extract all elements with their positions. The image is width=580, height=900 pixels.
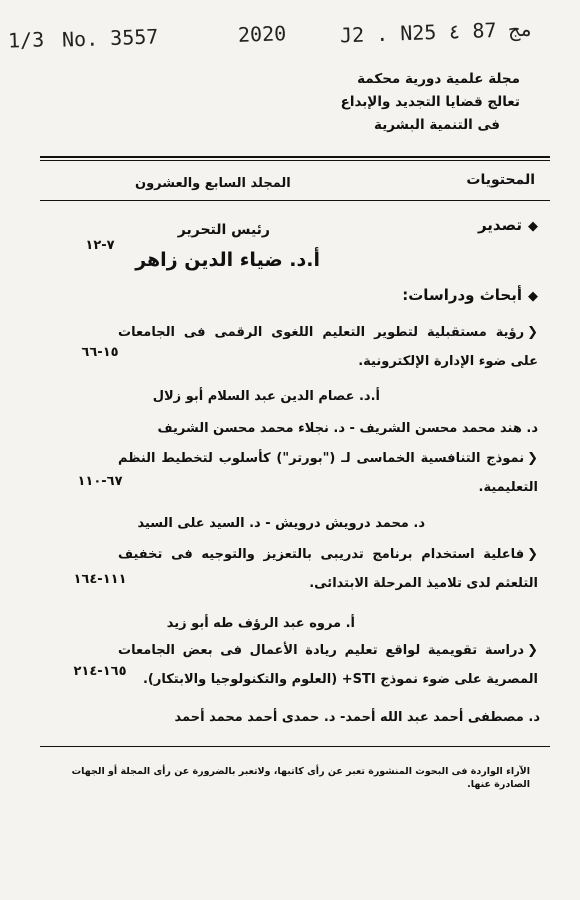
article-1-title-block [118,318,538,376]
bottom-rule [40,746,550,747]
arrow-bullet-icon: ❮ [527,451,538,466]
article-1-author-1: أ.د. عصام الدين عبد السلام أبو زلال [152,389,380,404]
research-section [402,286,538,304]
article-3-author-1: أ. مروه عبد الرؤف طه أبو زيد [166,616,355,631]
article-1-title: رؤية مستقبلية لتطوير التعليم اللغوى الرقمى فى الجامعات على ضوء الإدارة الإلكترونية. [118,325,538,369]
editor-label: رئيس التحرير [177,222,270,238]
journal-line-2: تعالج قضايا التجديد والإبداع [340,94,520,110]
journal-line-1: مجلة علمية دورية محكمة [357,71,520,87]
journal-description [200,68,520,137]
diamond-bullet-icon: ◆ [528,219,538,234]
arrow-bullet-icon: ❮ [527,547,538,562]
editor-name: أ.د. ضياء الدين زاهر [135,249,320,271]
top-rule-thin [40,160,550,161]
preface-pages: ٧-١٢ [85,238,115,253]
handwritten-fraction: 1/3 [7,27,45,53]
top-rule [40,156,550,158]
article-2-title-block [118,444,538,502]
journal-line-3: فى التنمية البشرية [374,117,500,133]
handwritten-number: No. 3557 [61,24,159,52]
article-3-pages: ١١١-١٦٤ [73,572,127,587]
article-4-title-block [118,636,538,694]
article-2-title: نموذج التنافسية الخماسى لـ ("بورتر") كأسلوب لتخطيط النظم التعليمية. [118,451,538,495]
article-2-pages: ٦٧-١١٠ [77,474,123,489]
article-1-author-2: د. هند محمد محسن الشريف - د. نجلاء محمد محسن الشريف [157,421,538,436]
header-rule [40,200,550,201]
research-heading: أبحاث ودراسات: [402,286,522,304]
article-4-author-1: د. مصطفى أحمد عبد الله أحمد- د. حمدى أحمد محمد أحمد [174,710,540,725]
article-2-author-1: د. محمد درويش درويش - د. السيد على السيد [137,516,425,531]
article-3-title-block [118,540,538,598]
volume-heading: المجلد السابع والعشرون [135,176,291,191]
arrow-bullet-icon: ❮ [527,643,538,658]
preface-section [478,216,538,234]
handwritten-ref: J2 . N25 ٤ 87 مج [339,16,534,48]
diamond-bullet-icon: ◆ [528,289,538,304]
article-3-title: فاعلية استخدام برنامج تدريبى بالتعزيز والتوجيه فى تخفيف التلعثم لدى تلاميذ المرحلة الابتدائى. [118,547,538,591]
preface-heading: تصدير [477,216,522,234]
disclaimer-footnote: الآراء الواردة فى البحوث المنشورة تعبر عن رأى كاتبها، ولاتعبر بالضرورة عن رأى المجلة أو الجهات الصادرة عنها. [71,766,530,790]
article-4-title: دراسة تقويمية لواقع تعليم ريادة الأعمال فى بعض الجامعات المصرية على ضوء نموذج STI+ (العلوم والتكنولوجيا والابتكار). [118,643,538,687]
handwritten-year: 2020 [237,21,287,47]
article-4-pages: ١٦٥-٢١٤ [73,664,127,679]
arrow-bullet-icon: ❮ [527,325,538,340]
contents-heading: المحتويات [466,172,535,188]
article-1-pages: ١٥-٦٦ [81,345,119,360]
